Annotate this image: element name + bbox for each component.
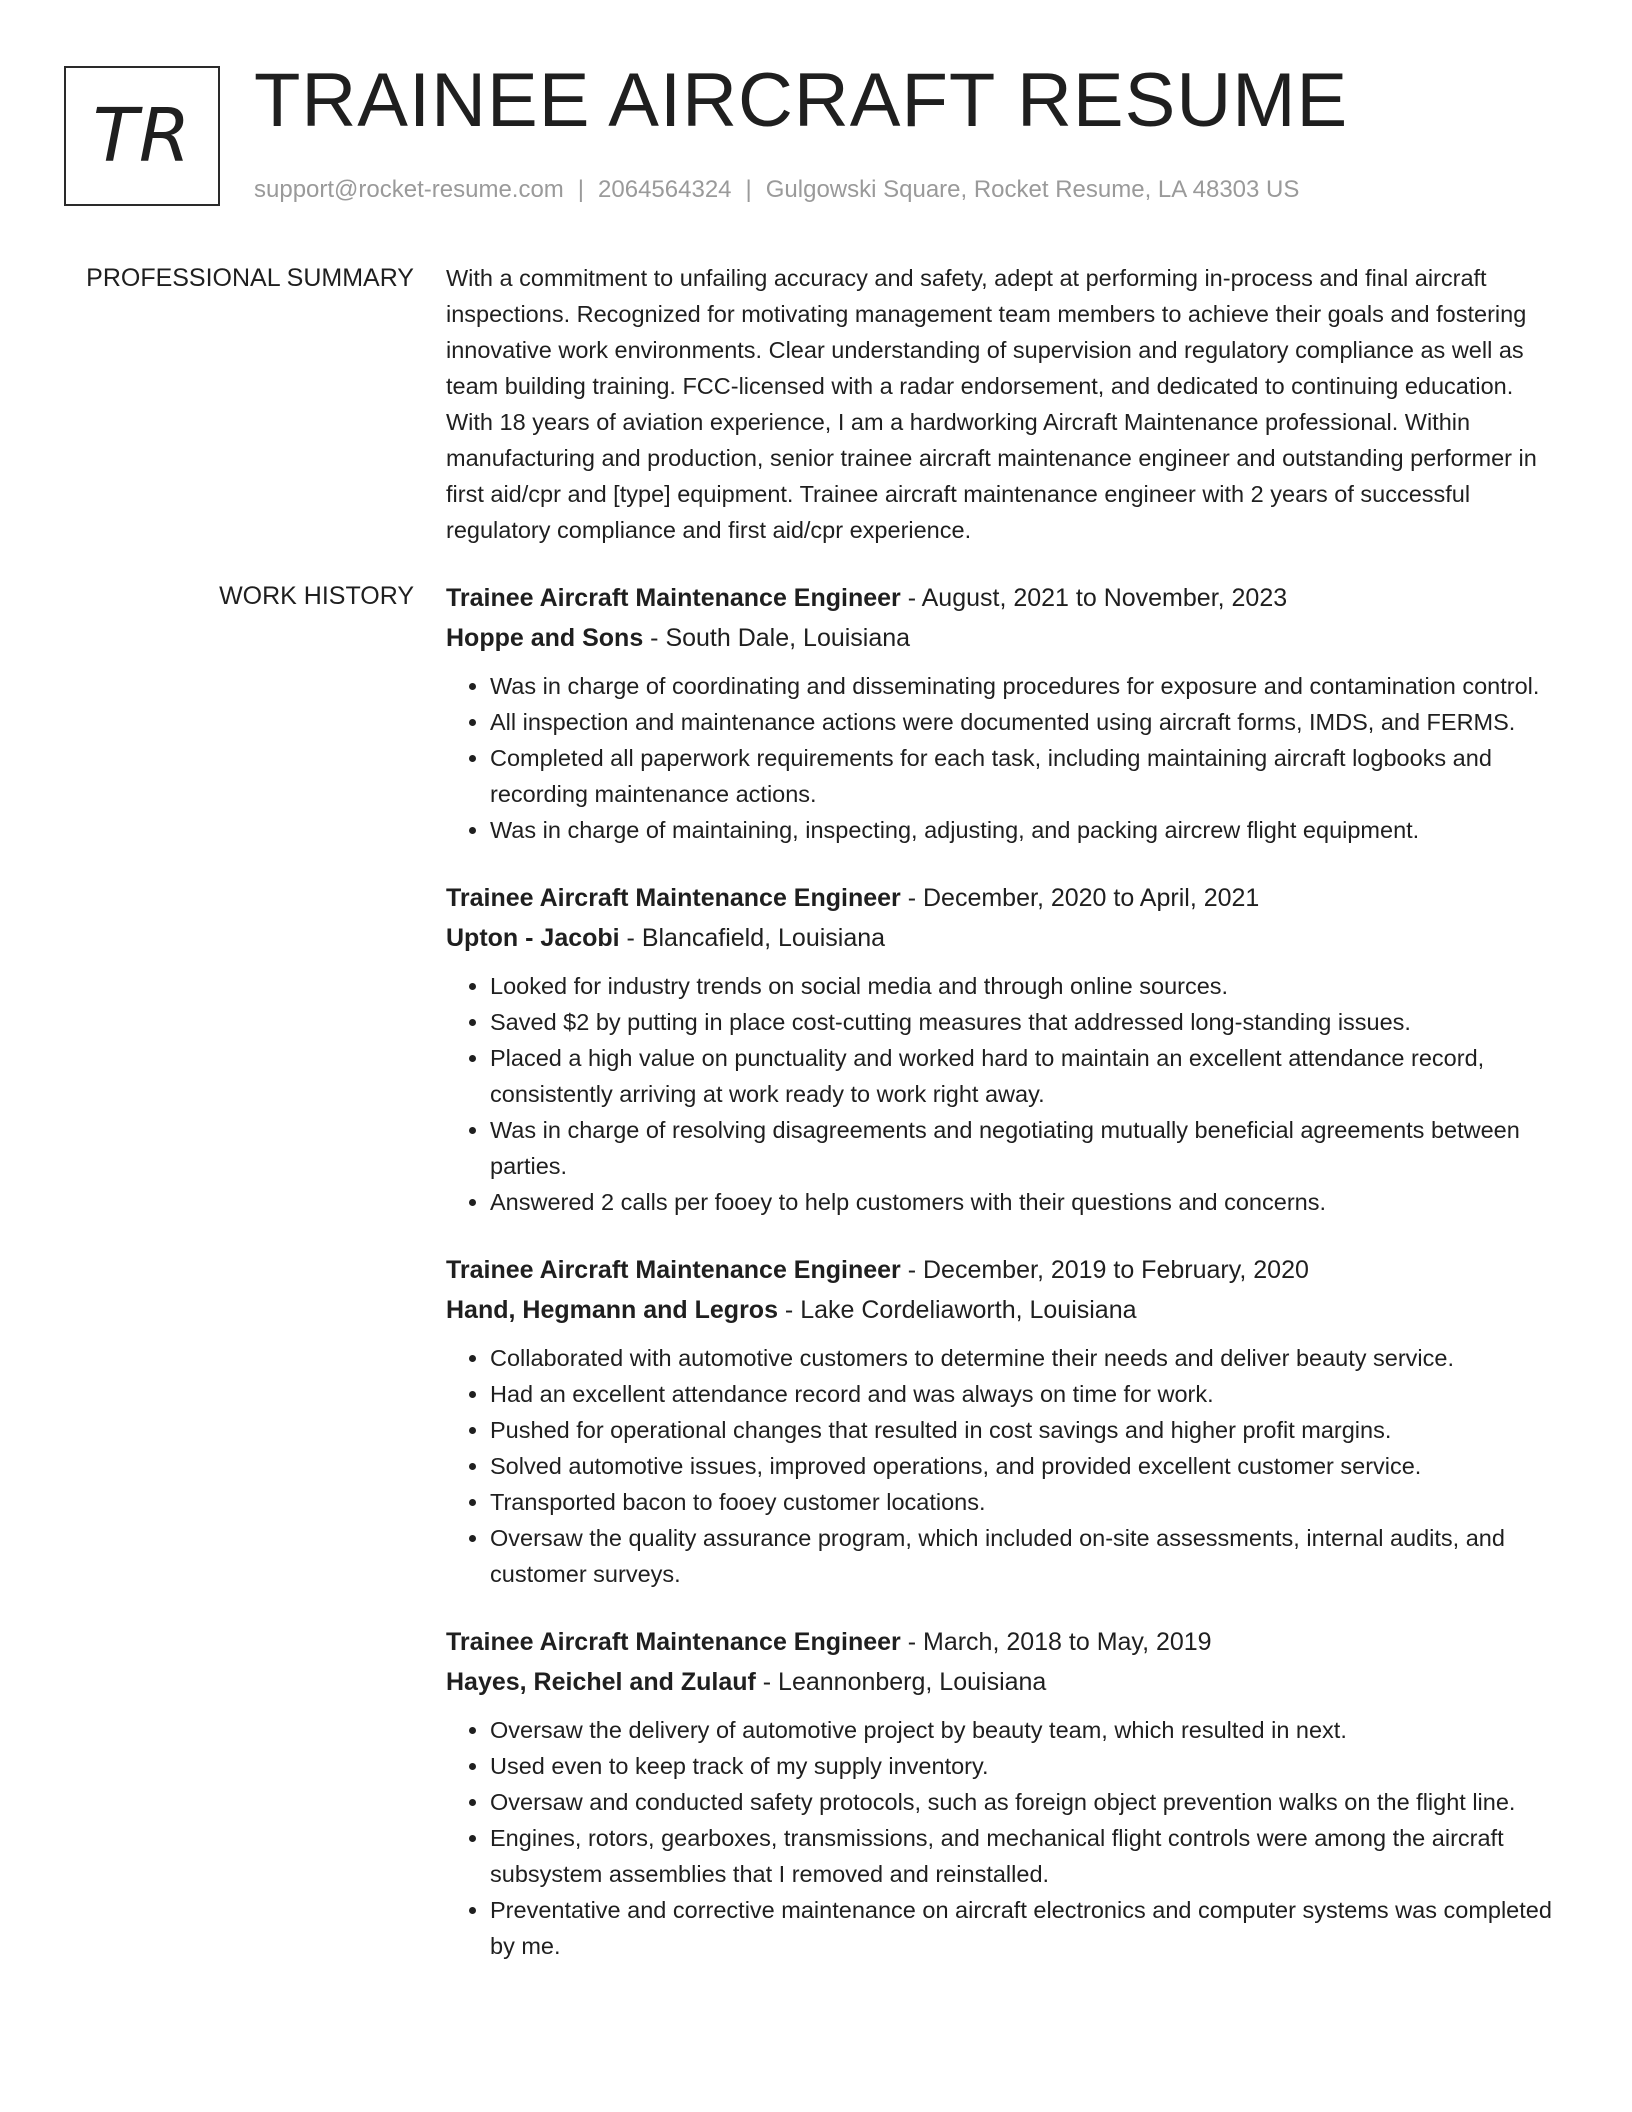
job-bullet: • Answered 2 calls per fooey to help customers with their questions and concerns. <box>490 1184 1566 1220</box>
job-location: - Blancafield, Louisiana <box>619 924 886 952</box>
job-bullet: • Oversaw the quality assurance program, which included on-site assessments, internal audits, and customer surveys. <box>490 1520 1566 1592</box>
job-bullet: • Oversaw the delivery of automotive project by beauty team, which resulted in next. <box>490 1712 1566 1748</box>
job-company: Hoppe and Sons <box>446 624 644 652</box>
job-bullet: • Was in charge of resolving disagreements and negotiating mutually beneficial agreements between parties. <box>490 1112 1566 1184</box>
job-bullet: • Saved $2 by putting in place cost-cutting measures that addressed long-standing issues. <box>490 1004 1566 1040</box>
job-bullet-list <box>446 968 1566 1220</box>
job-title: Trainee Aircraft Maintenance Engineer <box>446 1628 901 1656</box>
contact-address: Gulgowski Square, Rocket Resume, LA 48303 US <box>765 176 1300 203</box>
job-bullet: • All inspection and maintenance actions were documented using aircraft forms, IMDS, and FERMS. <box>490 704 1566 740</box>
job-bullet: • Engines, rotors, gearboxes, transmissions, and mechanical flight controls were among the aircraft subsystem assemblies that I removed and reinstalled. <box>490 1820 1566 1892</box>
job-company-line <box>446 1290 1566 1330</box>
contact-phone[interactable]: 2064564324 <box>598 176 732 203</box>
contact-email[interactable]: support@rocket-resume.com <box>254 176 564 203</box>
monogram-initials: TR <box>92 93 192 179</box>
job-title-line <box>446 1250 1566 1290</box>
job-dates: - March, 2018 to May, 2019 <box>900 1628 1212 1656</box>
job-title: Trainee Aircraft Maintenance Engineer <box>446 584 901 612</box>
job-company-line <box>446 618 1566 658</box>
job-bullet: • Oversaw and conducted safety protocols, such as foreign object prevention walks on the flight line. <box>490 1784 1566 1820</box>
job-company: Hayes, Reichel and Zulauf <box>446 1668 756 1696</box>
job-company-line <box>446 918 1566 958</box>
job-title-line <box>446 1622 1566 1662</box>
job-title: Trainee Aircraft Maintenance Engineer <box>446 1256 901 1284</box>
job-title-line <box>446 878 1566 918</box>
job-dates: - August, 2021 to November, 2023 <box>900 584 1288 612</box>
job-bullet: • Placed a high value on punctuality and worked hard to maintain an excellent attendance record, consistently arriving at work ready to work right away. <box>490 1040 1566 1112</box>
job-bullet: • Completed all paperwork requirements for each task, including maintaining aircraft logbooks and recording maintenance actions. <box>490 740 1566 812</box>
job-bullet: • Looked for industry trends on social media and through online sources. <box>490 968 1566 1004</box>
job-bullet: • Solved automotive issues, improved operations, and provided excellent customer service. <box>490 1448 1566 1484</box>
job-dates: - December, 2019 to February, 2020 <box>900 1256 1309 1284</box>
job-entry <box>446 1250 1566 1592</box>
section-label-work-history: WORK HISTORY <box>219 582 414 610</box>
section-label-summary: PROFESSIONAL SUMMARY <box>86 264 414 292</box>
job-company: Hand, Hegmann and Legros <box>446 1296 778 1324</box>
job-bullet: • Preventative and corrective maintenance on aircraft electronics and computer systems was completed by me. <box>490 1892 1566 1964</box>
job-bullet-list <box>446 1340 1566 1592</box>
job-bullet: • Transported bacon to fooey customer locations. <box>490 1484 1566 1520</box>
job-bullet: • Was in charge of maintaining, inspecting, adjusting, and packing aircrew flight equipment. <box>490 812 1566 848</box>
job-location: - Lake Cordeliaworth, Louisiana <box>777 1296 1137 1324</box>
job-location: - Leannonberg, Louisiana <box>755 1668 1047 1696</box>
work-history-list <box>446 578 1566 1994</box>
job-bullet: • Pushed for operational changes that resulted in cost savings and higher profit margins. <box>490 1412 1566 1448</box>
job-entry <box>446 578 1566 848</box>
job-title-line <box>446 578 1566 618</box>
job-entry <box>446 878 1566 1220</box>
summary-body <box>446 260 1566 548</box>
summary-text: With a commitment to unfailing accuracy and safety, adept at performing in-process and final aircraft inspections. Recognized for motivating management team members to achieve their goals and fostering innovative work environments. Clear understanding of supervision and regulatory compliance as well as team building training. FCC-licensed with a radar endorsement, and dedicated to continuing education. With 18 years of aviation experience, I am a hardworking Aircraft Maintenance professional. Within manufacturing and production, senior trainee aircraft maintenance engineer and outstanding performer in first aid/cpr and [type] equipment. Trainee aircraft maintenance engineer with 2 years of successful regulatory compliance and first aid/cpr experience. <box>446 265 1537 543</box>
job-company-line <box>446 1662 1566 1702</box>
job-bullet: • Was in charge of coordinating and disseminating procedures for exposure and contamination control. <box>490 668 1566 704</box>
monogram-logo <box>64 66 220 206</box>
job-entry <box>446 1622 1566 1964</box>
job-dates: - December, 2020 to April, 2021 <box>900 884 1260 912</box>
contact-line <box>254 172 1299 208</box>
contact-separator: | <box>577 176 585 203</box>
job-location: - South Dale, Louisiana <box>643 624 911 652</box>
job-bullet-list <box>446 1712 1566 1964</box>
job-bullet: • Collaborated with automotive customers to determine their needs and deliver beauty service. <box>490 1340 1566 1376</box>
contact-separator: | <box>745 176 752 203</box>
job-company: Upton - Jacobi <box>446 924 620 952</box>
job-title: Trainee Aircraft Maintenance Engineer <box>446 884 901 912</box>
job-bullet: • Used even to keep track of my supply inventory. <box>490 1748 1566 1784</box>
job-bullet: • Had an excellent attendance record and was always on time for work. <box>490 1376 1566 1412</box>
job-bullet-list <box>446 668 1566 848</box>
resume-title: TRAINEE AIRCRAFT RESUME <box>254 58 1349 143</box>
